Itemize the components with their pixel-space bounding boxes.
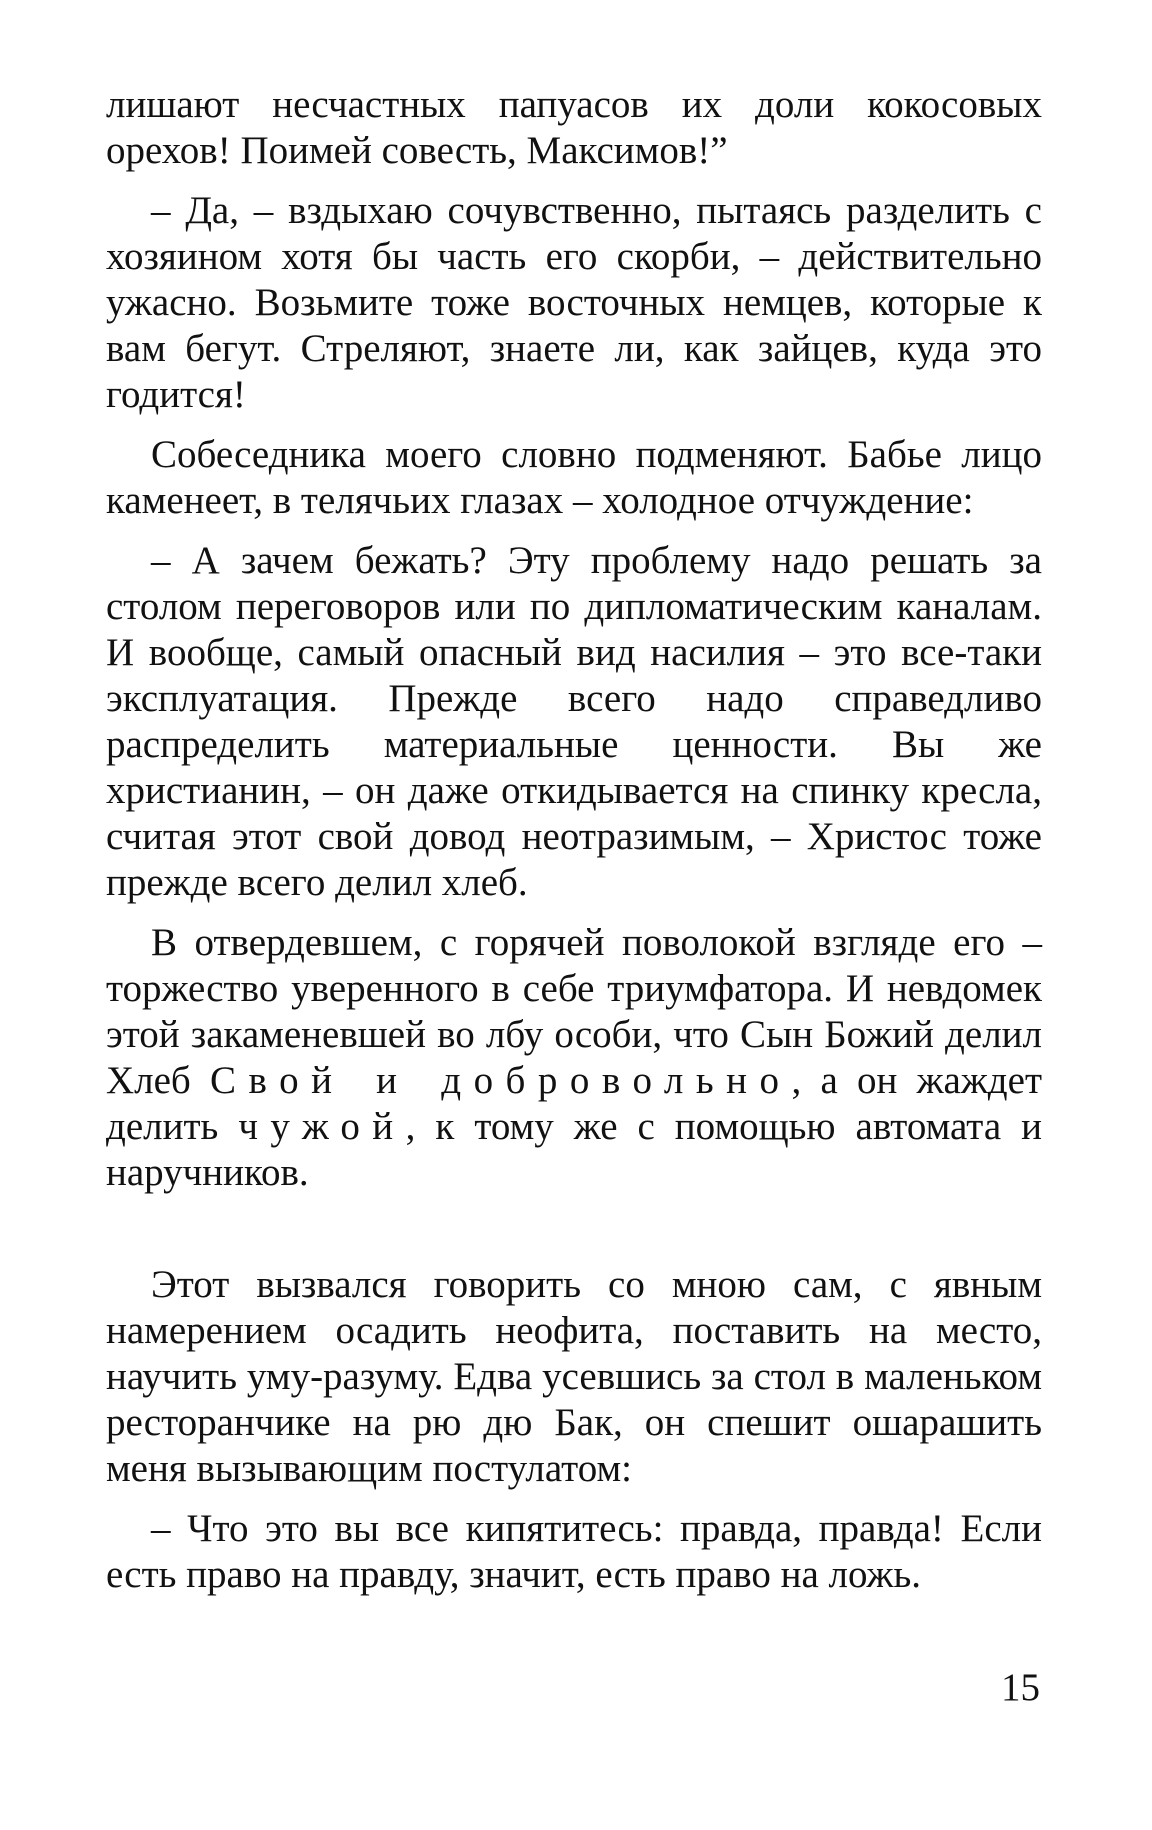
paragraph: – Что это вы все кипятитесь: правда, правда! Если есть право на правду, значит, есть право на ложь. [106,1507,1042,1596]
spaced-emphasis: чужой [238,1105,406,1148]
text-run: В отвердевшем, с горячей поволокой взгляде его – торжество уверенного в себе триумфатора. И невдомек этой закаменевшей во лбу особи, что Сын Божий делил Хлеб [106,921,1042,1102]
page-number: 15 [1001,1666,1040,1709]
section-break [106,1210,1042,1262]
paragraph: Этот вызвался говорить со мною сам, с явным намерением осадить неофита, поставить на место, научить уму-разуму. Едва усевшись за стол в маленьком ресторанчике на рю дю Бак, он спешит ошарашить меня вызывающим постулатом: [106,1263,1042,1490]
paragraph: – Да, – вздыхаю сочувственно, пытаясь разделить с хозяином хотя бы часть его скорби, – действительно ужасно. Возьмите тоже восточных немцев, которые к вам бегут. Стреляют, знаете ли, как зайцев, куда это годится! [106,189,1042,416]
paragraph: – А зачем бежать? Эту проблему надо решать за столом переговоров или по дипломатическим каналам. И вообще, самый опасный вид насилия – это все-таки эксплуатация. Прежде всего надо справедливо распределить материальные ценности. Вы же христианин, – он даже откидывается на спинку кресла, считая этот свой довод неотразимым, – Христос тоже прежде всего делил хлеб. [106,539,1042,904]
paragraph-with-emphasis [106,920,1042,1196]
text-run: , а он жаждет делить [106,1059,1042,1148]
spaced-emphasis: Свой и добровольно [210,1059,792,1102]
page-body [106,82,1042,1612]
paragraph: Собеседника моего словно подменяют. Бабье лицо каменеет, в телячьих глазах – холодное отчуждение: [106,433,1042,522]
paragraph: лишают несчастных папуасов их доли кокосовых орехов! Поимей совесть, Максимов!” [106,83,1042,172]
text-run: , к тому же с помощью автомата и наручников. [106,1105,1042,1194]
